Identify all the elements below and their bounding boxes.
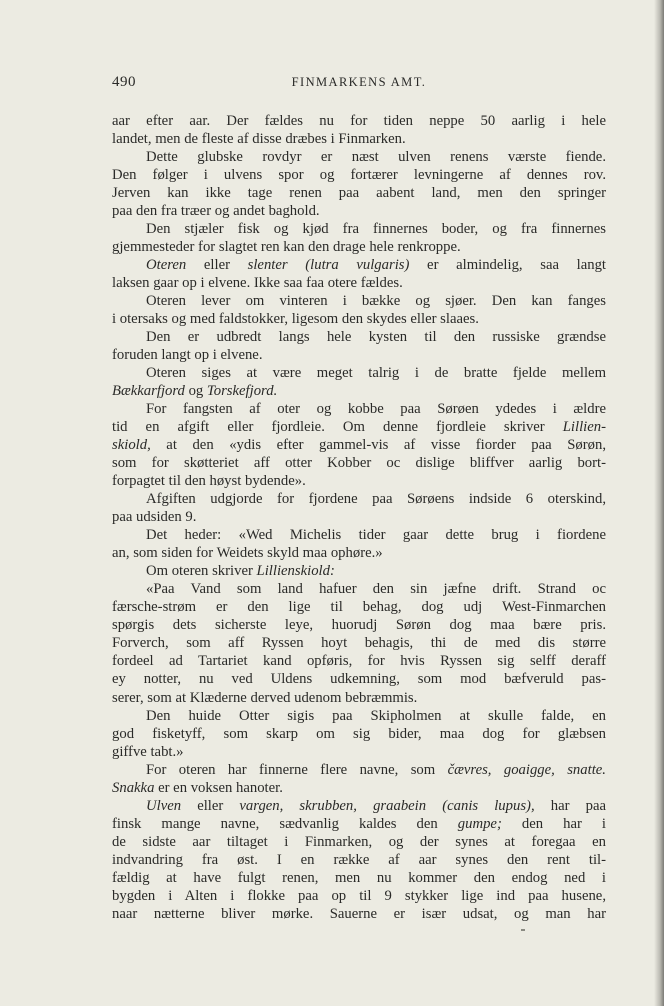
text-line: som for skøtteriet aff otter Kobber oc dislige bliffver aarlig bort- [112,455,606,472]
text-line: aar efter aar. Der fældes nu for tiden neppe 50 aarlig i hele [112,113,606,129]
text-line: Afgiften udgjorde for fjordene paa Sørøens indside 6 oterskind, [146,491,606,508]
text-line: Snakka er en voksen hanoter. [112,779,283,796]
text-line: indvandring fra øst. I en række af aar synes den rent til- [112,851,606,868]
text-line: Dette glubske rovdyr er næst ulven renens værste fiende. [146,149,606,166]
text-line: tid en afgift eller fjordleie. Om denne fjordleie skriver Lillien- [112,419,606,436]
text-line: Forverch, som aff Ryssen hoyt behagis, thi de med dis større [112,635,606,652]
text-line: landet, men de fleste af disse dræbes i Finmarken. [112,131,406,148]
text-line: For oteren har finnerne flere navne, som čævres, goaigge, snatte. [146,761,606,778]
text-line: færsche-strøm er den lige til behag, dog udj West-Finmarchen [112,599,606,616]
text-line: For fangsten af oter og kobbe paa Sørøen ydedes i ældre [146,401,606,418]
page-header [112,74,606,94]
text-line: skiold, at den «ydis efter gammel-vis af visse fiorder paa Sørøn, [112,437,606,454]
text-line: «Paa Vand som land hafuer den sin jæfne drift. Strand oc [146,581,606,598]
text-line: Den er udbredt langs hele kysten til den russiske grændse [146,329,606,346]
text-line: Den huide Otter sigis paa Skipholmen at skulle falde, en [146,707,606,724]
text-line: Ulven eller vargen, skrubben, graabein (canis lupus), har paa [146,797,606,814]
text-line: fældig at have fulgt renen, men nu kommer den endog ned i [112,869,606,886]
text-line: Bækkarfjord og Torskefjord. [112,383,278,400]
running-head: FINMARKENS AMT. [291,75,427,89]
text-line: Den følger i ulvens spor og fortærer levningerne af dennes rov. [112,167,606,184]
body-text [112,112,606,923]
text-line: foruden langt op i elvene. [112,347,263,364]
text-line: naar nætterne bliver mørke. Sauerne er især udsat, og man har [112,905,606,922]
text-line: bygden i Alten i flokke paa op til 9 stykker lige ind paa husene, [112,887,606,904]
text-line: gjemmesteder for slagtet ren kan den drage hele renkroppe. [112,239,461,256]
text-line: i otersaks og med faldstokker, ligesom den skydes eller slaaes. [112,311,479,328]
text-line: fordeel ad Tartariet kand opføris, for hvis Ryssen sig selff deraff [112,653,606,670]
page-mark [521,929,525,931]
text-line: Jerven kan ikke tage renen paa aabent land, men den springer [112,185,606,202]
text-line: Oteren siges at være meget talrig i de bratte fjelde mellem [146,365,606,382]
text-line: paa udsiden 9. [112,509,197,526]
text-line: Om oteren skriver Lillienskiold: [146,563,335,580]
text-line: laksen gaar op i elvene. Ikke saa faa otere fældes. [112,275,403,292]
text-line: de sidste aar tiltaget i Finmarken, og der synes at foregaa en [112,833,606,850]
page-edge-shadow [654,0,664,1006]
text-line: god fisketyff, som skarp om sig bider, maa dog for glæbsen [112,725,606,742]
text-line: forpagtet til den høyst bydende». [112,473,306,490]
text-line: Den stjæler fisk og kjød fra finnernes boder, og fra finnernes [146,221,606,238]
text-line: Oteren lever om vinteren i bække og sjøer. Den kan fanges [146,293,606,310]
text-line: an, som siden for Weidets skyld maa ophøre.» [112,545,383,562]
text-line: serer, som at Klæderne derved udenom bebræmmis. [112,689,418,706]
text-line: finsk mange navne, sædvanlig kaldes den gumpe; den har i [112,815,606,832]
text-line: Oteren eller slenter (lutra vulgaris) er almindelig, saa langt [146,257,607,274]
text-line: ey notter, nu ved Uldens udkemning, som mod bæfveruld pas- [112,671,606,688]
text-line: giffve tabt.» [112,743,184,760]
text-line: spørgis dets sicherste leye, huorudj Sørøn dog maa bære pris. [112,617,606,634]
text-line: Det heder: «Wed Michelis tider gaar dette brug i fiordene [146,527,606,544]
page-number: 490 [112,74,136,90]
text-line: paa den fra træer og andet baghold. [112,203,320,220]
